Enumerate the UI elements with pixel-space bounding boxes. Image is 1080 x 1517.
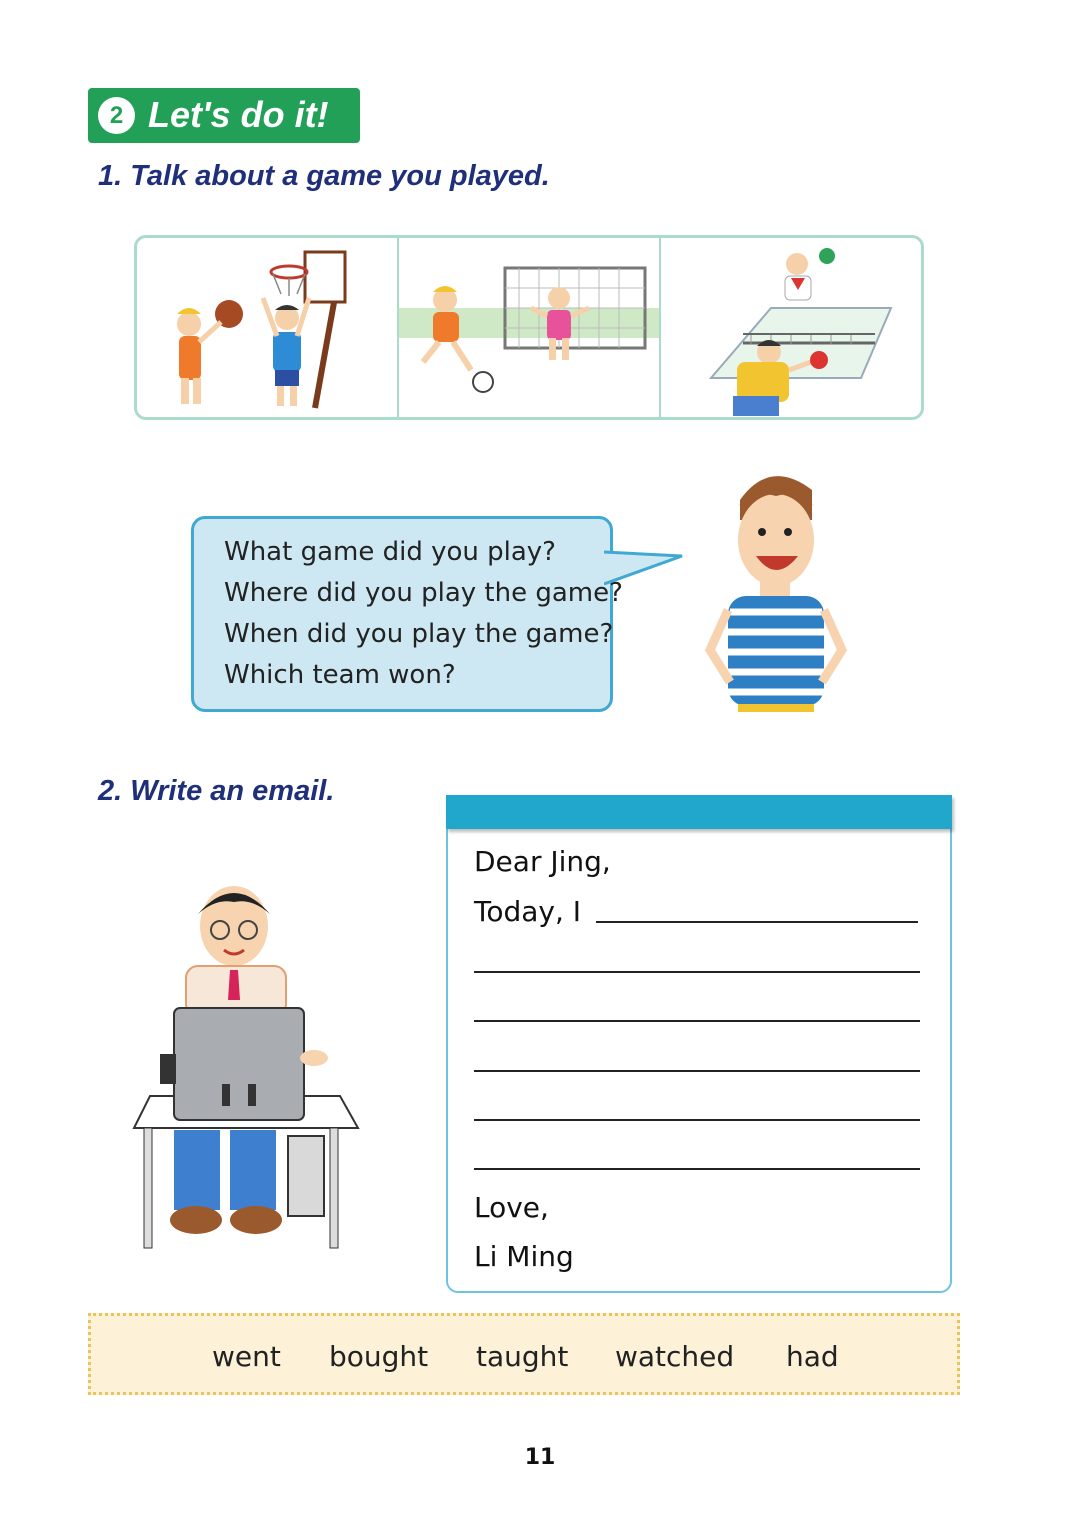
email-header-bar: [446, 795, 952, 829]
writing-line[interactable]: [474, 1168, 920, 1170]
email-form: [446, 795, 952, 1293]
football-illustration: [397, 238, 659, 417]
question-line: Where did you play the game?: [224, 578, 623, 608]
boy-at-computer-illustration: [130, 878, 362, 1252]
writing-line[interactable]: [474, 1119, 920, 1121]
writing-line[interactable]: [474, 1070, 920, 1072]
question-line: Which team won?: [224, 660, 456, 690]
speech-bubble-tail: [604, 548, 688, 588]
word-bank-word: watched: [615, 1340, 735, 1373]
word-bank-word: had: [786, 1340, 839, 1373]
page-number: 11: [524, 1445, 556, 1470]
writing-line[interactable]: [596, 921, 918, 923]
table-tennis-illustration: [659, 238, 924, 417]
question-line: What game did you play?: [224, 537, 556, 567]
speech-bubble: [191, 516, 623, 712]
task1-title: 1. Talk about a game you played.: [98, 160, 550, 192]
email-closing: Love,: [474, 1191, 549, 1224]
game-picture-strip: [134, 235, 924, 420]
boy-striped-shirt-illustration: [700, 460, 850, 712]
writing-line[interactable]: [474, 971, 920, 973]
task2-title: 2. Write an email.: [98, 775, 335, 807]
basketball-illustration: [137, 238, 397, 417]
word-bank-word: bought: [329, 1340, 429, 1373]
section-number-badge: 2: [98, 97, 135, 134]
section-header: [88, 88, 360, 143]
writing-line[interactable]: [474, 1020, 920, 1022]
word-bank-word: went: [212, 1340, 281, 1373]
question-line: When did you play the game?: [224, 619, 614, 649]
email-opening: Today, I: [474, 895, 582, 928]
word-bank: [88, 1313, 960, 1395]
email-signature: Li Ming: [474, 1240, 574, 1273]
word-bank-word: taught: [476, 1340, 569, 1373]
section-title: Let's do it!: [148, 94, 329, 135]
email-greeting: Dear Jing,: [474, 845, 611, 878]
